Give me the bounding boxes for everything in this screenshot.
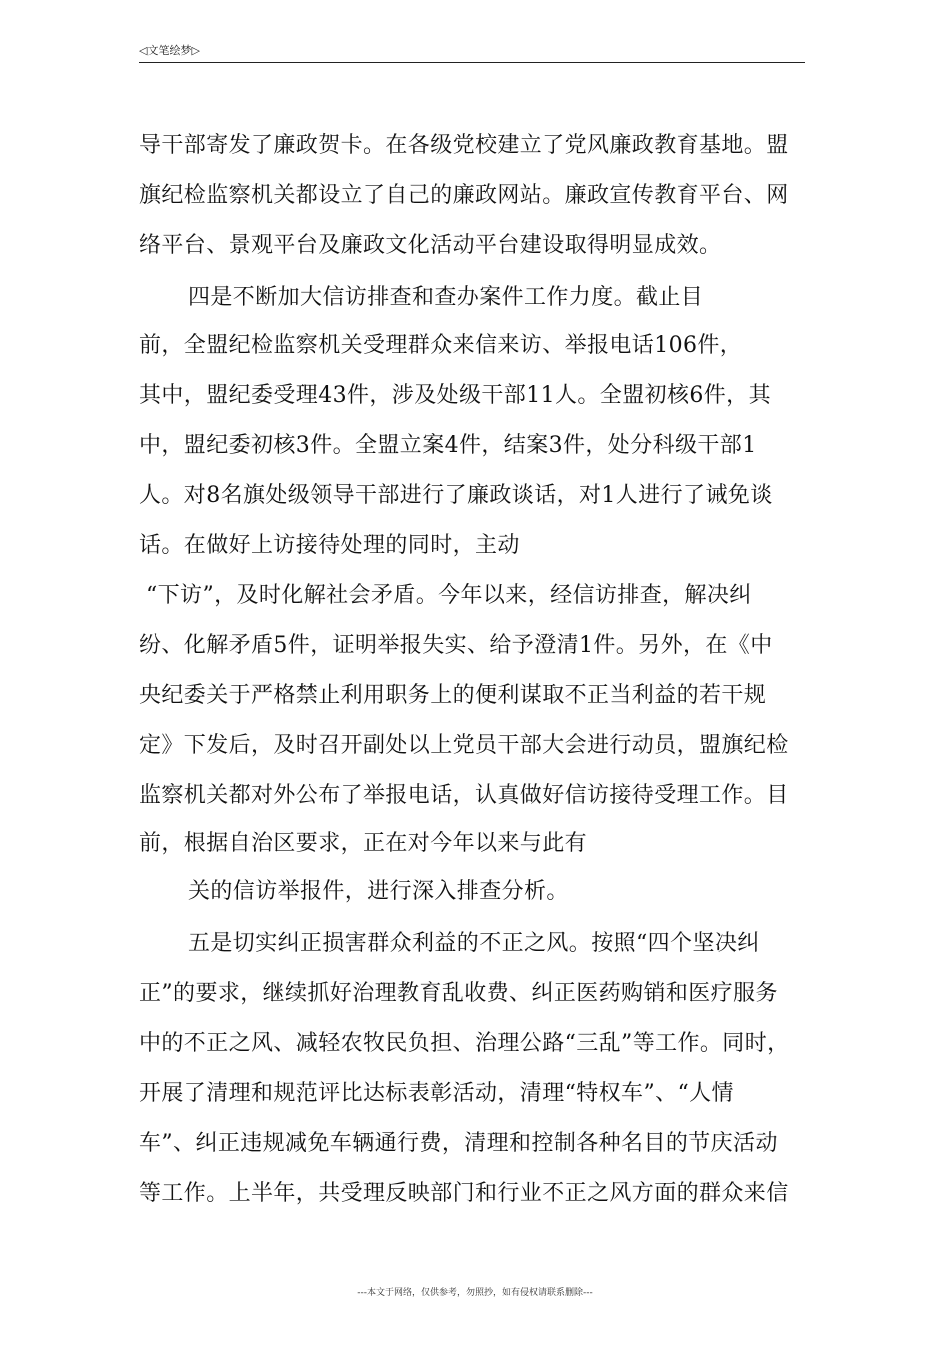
- body-line-4: 四是不断加大信访排查和查办案件工作力度。截止目: [188, 285, 704, 310]
- body-line-8: 人。对8名旗处级领导干部进行了廉政谈话，对1人进行了诫免谈: [139, 483, 773, 508]
- body-line-1: 导干部寄发了廉政贺卡。在各级党校建立了党风廉政教育基地。盟: [139, 133, 789, 158]
- body-line-14: 监察机关都对外公布了举报电话，认真做好信访接待受理工作。目: [139, 783, 789, 808]
- body-line-19: 中的不正之风、减轻农牧民负担、治理公路“三乱”等工作。同时，: [139, 1031, 790, 1056]
- body-line-21: 车”、纠正违规减免车辆通行费，清理和控制各种名目的节庆活动: [139, 1131, 778, 1156]
- body-line-2: 旗纪检监察机关都设立了自己的廉政网站。廉政宣传教育平台、网: [139, 183, 789, 208]
- header-text: ◁文笔绘梦▷: [139, 44, 200, 57]
- body-line-6: 其中，盟纪委受理43件，涉及处级干部11人。全盟初核6件，其: [139, 383, 771, 408]
- body-line-20: 开展了清理和规范评比达标表彰活动，清理“特权车”、“人情: [139, 1081, 734, 1106]
- body-line-22: 等工作。上半年，共受理反映部门和行业不正之风方面的群众来信: [139, 1181, 789, 1206]
- body-line-15: 前，根据自治区要求，正在对今年以来与此有: [139, 831, 588, 856]
- page-footer: ---本文于网络，仅供参考，勿照抄，如有侵权请联系删除---: [357, 1288, 593, 1298]
- body-line-9: 话。在做好上访接待处理的同时，主动: [139, 533, 520, 558]
- body-line-13: 定》下发后，及时召开副处以上党员干部大会进行动员，盟旗纪检: [139, 733, 789, 758]
- body-line-17: 五是切实纠正损害群众利益的不正之风。按照“四个坚决纠: [188, 931, 760, 956]
- body-line-7: 中，盟纪委初核3件。全盟立案4件，结案3件，处分科级干部1: [139, 433, 757, 458]
- body-line-11: 纷、化解矛盾5件，证明举报失实、给予澄清1件。另外，在《中: [139, 633, 773, 658]
- body-line-5: 前，全盟纪检监察机关受理群众来信来访、举报电话106件，: [139, 333, 743, 358]
- body-line-10: “下访”，及时化解社会矛盾。今年以来，经信访排查，解决纠: [146, 583, 752, 608]
- body-line-3: 络平台、景观平台及廉政文化活动平台建设取得明显成效。: [139, 233, 722, 258]
- page-header: [139, 44, 805, 63]
- body-line-18: 正”的要求，继续抓好治理教育乱收费、纠正医药购销和医疗服务: [139, 981, 778, 1006]
- body-line-16: 关的信访举报件，进行深入排查分析。: [188, 879, 569, 904]
- body-line-12: 央纪委关于严格禁止利用职务上的便利谋取不正当利益的若干规: [139, 683, 767, 708]
